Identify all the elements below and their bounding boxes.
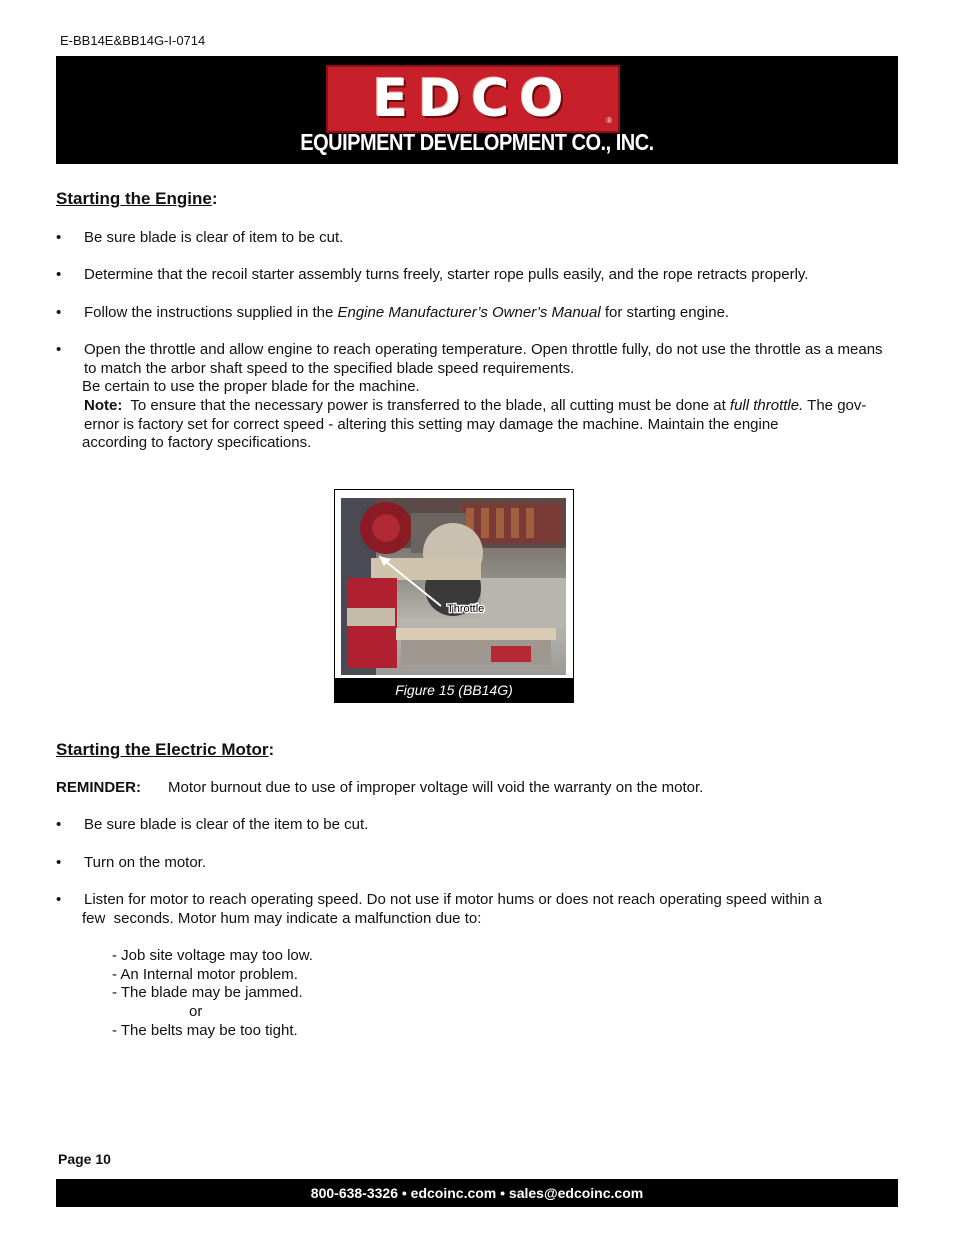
list-item-text: few seconds. Motor hum may indicate a malfunction due to: — [82, 910, 482, 927]
page-number: Page 10 — [58, 1151, 111, 1167]
list-item-text: Be sure blade is clear of the item to be cut. — [84, 816, 369, 833]
bullet-glyph: • — [56, 229, 62, 246]
list-item-text: Be certain to use the proper blade for the machine. — [82, 378, 420, 395]
cause-item: - An Internal motor problem. — [112, 966, 298, 983]
bullet-glyph: • — [56, 266, 62, 283]
footer-contact: 800-638-3326 • edcoinc.com • sales@edcoinc.com — [56, 1179, 898, 1207]
section-title-motor: Starting the Electric Motor: — [56, 740, 275, 759]
list-item-text: to match the arbor shaft speed to the specified blade speed requirements. — [84, 360, 575, 377]
cause-item: - The blade may be jammed. — [112, 984, 303, 1001]
list-item-text: Determine that the recoil starter assembly turns freely, starter rope pulls easily, and the rope retracts properly. — [84, 266, 809, 283]
cause-item: - Job site voltage may too low. — [112, 947, 313, 964]
list-item-text: Open the throttle and allow engine to reach operating temperature. Open throttle fully, do not use the throttle as a means — [84, 341, 883, 358]
figure-15 — [334, 489, 574, 703]
section-title-engine: Starting the Engine: — [56, 189, 218, 208]
cause-conjunction: or — [189, 1003, 203, 1020]
list-item-text: Follow the instructions supplied in the Engine Manufacturer’s Owner’s Manual for starting engine. — [84, 304, 730, 321]
saw-photo — [341, 498, 566, 675]
cause-item: - The belts may be too tight. — [112, 1022, 298, 1039]
document-code: E-BB14E&BB14G-I-0714 — [60, 33, 206, 48]
header-banner — [56, 56, 898, 164]
bullet-glyph: • — [56, 304, 62, 321]
reminder-label: REMINDER: — [56, 779, 141, 796]
company-name: EQUIPMENT DEVELOPMENT CO., INC. — [300, 130, 654, 156]
list-item-text: Turn on the motor. — [84, 854, 207, 871]
figure-caption: Figure 15 (BB14G) — [335, 678, 573, 702]
bullet-glyph: • — [56, 341, 62, 358]
throttle-label: Throttle — [447, 603, 485, 615]
bullet-glyph: • — [56, 854, 62, 871]
note-label: Note: — [84, 397, 123, 414]
list-item-text: Listen for motor to reach operating speed. Do not use if motor hums or does not reach operating speed within a — [84, 891, 822, 908]
note-text: according to factory specifications. — [82, 434, 312, 451]
logo-wordmark: EDCO — [372, 69, 574, 129]
registered-mark: ® — [606, 116, 612, 125]
note-text: Note: To ensure that the necessary power is transferred to the blade, all cutting must be done at full throttle. The gov- — [84, 397, 867, 414]
reminder-text: Motor burnout due to use of improper voltage will void the warranty on the motor. — [168, 779, 704, 796]
bullet-glyph: • — [56, 891, 62, 908]
note-text: ernor is factory set for correct speed - altering this setting may damage the machine. Maintain the engine — [84, 416, 779, 433]
manual-title: Engine Manufacturer’s Owner’s Manual — [337, 304, 601, 321]
bullet-glyph: • — [56, 816, 62, 833]
list-item-text: Be sure blade is clear of item to be cut. — [84, 229, 344, 246]
edco-logo — [326, 65, 620, 133]
